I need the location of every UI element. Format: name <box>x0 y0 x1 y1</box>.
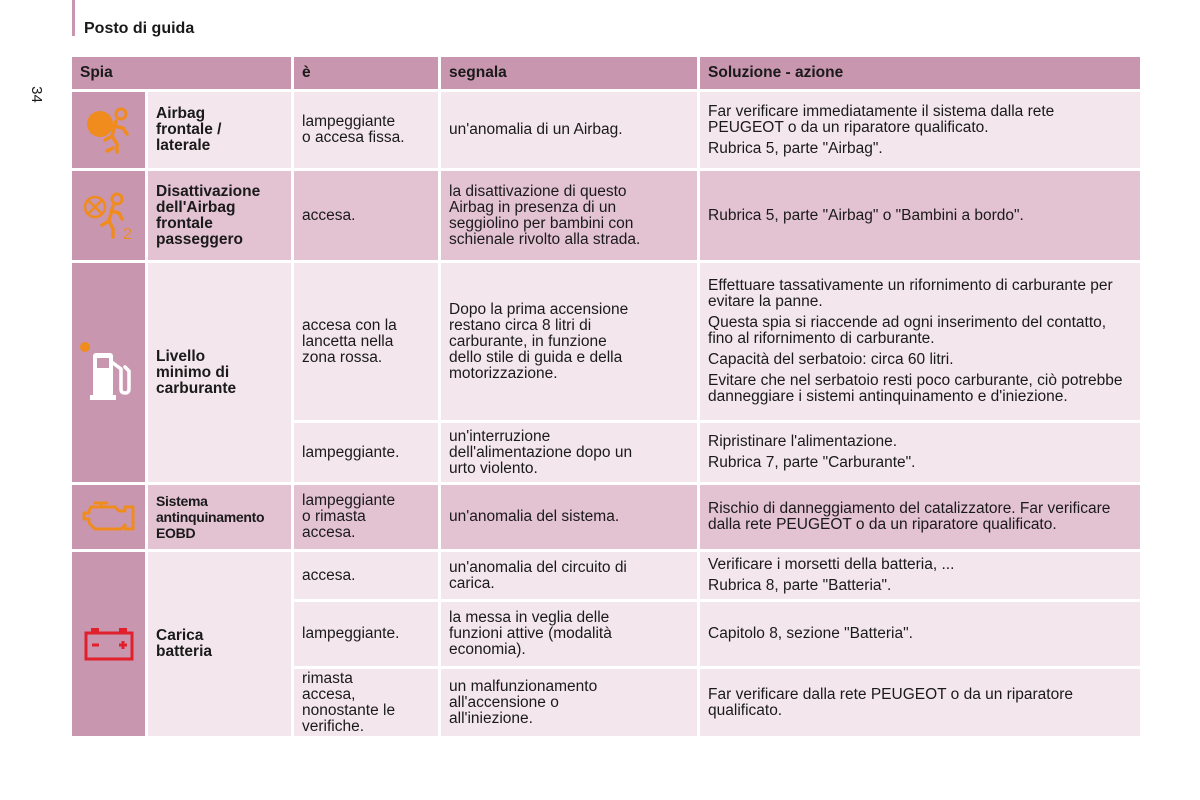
svg-text:2: 2 <box>122 225 132 243</box>
table-row <box>72 92 1140 168</box>
solution-cell: Rischio di danneggiamento del catalizzatore. Far verificare dalla rete PEUGEOT o da un riparatore qualificato. <box>700 485 1140 549</box>
signal-cell: la disattivazione di questo Airbag in presenza di un seggiolino per bambini con schienale rivolto alla strada. <box>441 171 697 260</box>
table-row <box>72 552 1140 599</box>
solution-cell: Effettuare tassativamente un rifornimento di carburante per evitare la panne. Questa spia si riaccende ad ogni inserimento del contatto, fino al rifornimento di carburante. Capacità del serbatoio: circa 60 litri. Evitare che nel serbatoio resti poco carburante, ciò potrebbe danneggiare i sistemi antinquinamento e d'iniezione. <box>700 263 1140 420</box>
signal-cell: un'anomalia di un Airbag. <box>441 92 697 168</box>
signal-cell: Dopo la prima accensione restano circa 8 litri di carburante, in funzione dello stile di guida e della motorizzazione. <box>441 263 697 420</box>
solution-cell: Ripristinare l'alimentazione. Rubrica 7, parte "Carburante". <box>700 423 1140 482</box>
light-name: Livello minimo di carburante <box>148 263 291 482</box>
section-marker <box>72 0 75 36</box>
table-row <box>72 485 1140 549</box>
section-title: Posto di guida <box>84 20 195 37</box>
solution-cell: Far verificare immediatamente il sistema dalla rete PEUGEOT o da un riparatore qualificato. Rubrica 5, parte "Airbag". <box>700 92 1140 168</box>
engine-check-icon <box>81 497 137 537</box>
state-cell: lampeggiante o accesa fissa. <box>294 92 438 168</box>
light-name: Airbag frontale / laterale <box>148 92 291 168</box>
state-cell: accesa. <box>294 171 438 260</box>
table-row <box>72 263 1140 420</box>
airbag-off-icon-cell <box>72 171 145 260</box>
eobd-icon-cell <box>72 485 145 549</box>
solution-cell: Rubrica 5, parte "Airbag" o "Bambini a bordo". <box>700 171 1140 260</box>
state-cell: rimasta accesa, nonostante le verifiche. <box>294 669 438 736</box>
solution-cell: Capitolo 8, sezione "Batteria". <box>700 602 1140 666</box>
signal-cell: un'anomalia del circuito di carica. <box>441 552 697 599</box>
table-header-row <box>72 57 1140 89</box>
col-header-spia: Spia <box>72 57 291 89</box>
airbag-warning-icon <box>83 104 135 156</box>
fuel-icon-cell <box>72 263 145 482</box>
signal-cell: un'anomalia del sistema. <box>441 485 697 549</box>
col-header-solution: Soluzione - azione <box>700 57 1140 89</box>
solution-cell: Far verificare dalla rete PEUGEOT o da un riparatore qualificato. <box>700 669 1140 736</box>
signal-cell: un'interruzione dell'alimentazione dopo un urto violento. <box>441 423 697 482</box>
table-row <box>72 171 1140 260</box>
state-cell: accesa. <box>294 552 438 599</box>
state-cell: lampeggiante. <box>294 423 438 482</box>
signal-cell: la messa in veglia delle funzioni attive (modalità economia). <box>441 602 697 666</box>
state-cell: accesa con la lancetta nella zona rossa. <box>294 263 438 420</box>
page-number: 34 <box>27 86 45 103</box>
signal-cell: un malfunzionamento all'accensione o all'iniezione. <box>441 669 697 736</box>
battery-icon-cell <box>72 552 145 736</box>
light-name: Carica batteria <box>148 552 291 736</box>
col-header-signal: segnala <box>441 57 697 89</box>
airbag-icon-cell <box>72 92 145 168</box>
state-cell: lampeggiante o rimasta accesa. <box>294 485 438 549</box>
light-name: Disattivazione dell'Airbag frontale passeggero <box>148 171 291 260</box>
light-name: Sistema antinquinamento EOBD <box>148 485 291 549</box>
warning-lights-table <box>69 54 1143 739</box>
solution-cell: Verificare i morsetti della batteria, ... Rubrica 8, parte "Batteria". <box>700 552 1140 599</box>
passenger-airbag-off-icon <box>81 189 137 243</box>
battery-icon <box>83 626 135 662</box>
fuel-pump-icon <box>79 341 139 405</box>
col-header-state: è <box>294 57 438 89</box>
state-cell: lampeggiante. <box>294 602 438 666</box>
